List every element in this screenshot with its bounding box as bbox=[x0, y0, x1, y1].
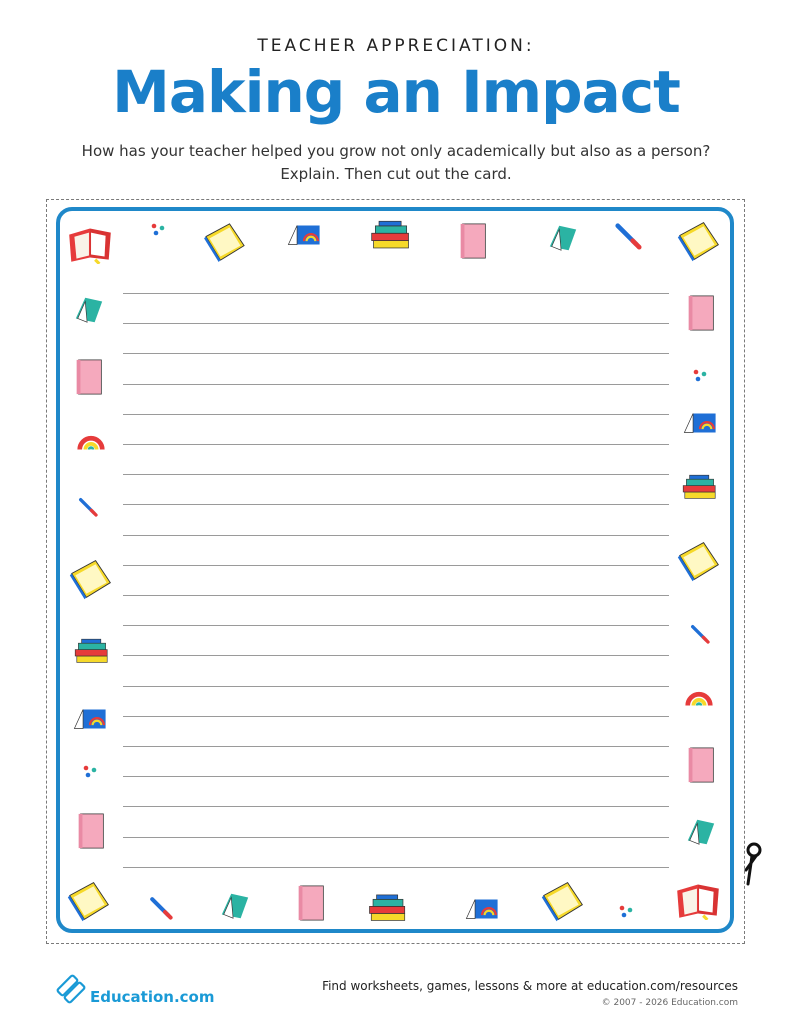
dots-icon bbox=[618, 904, 634, 918]
education-logo-icon bbox=[54, 972, 88, 1006]
rainbow-icon bbox=[76, 430, 106, 454]
writing-line[interactable] bbox=[123, 655, 669, 656]
yellow-book-icon bbox=[66, 880, 112, 922]
dots-icon bbox=[82, 764, 98, 778]
pencil-icon bbox=[614, 222, 642, 250]
blue-book-tent-icon bbox=[680, 410, 720, 436]
writing-line[interactable] bbox=[123, 867, 669, 868]
book-stack-icon bbox=[680, 472, 720, 504]
yellow-book-icon bbox=[676, 220, 722, 262]
writing-line[interactable] bbox=[123, 625, 669, 626]
writing-line[interactable] bbox=[123, 444, 669, 445]
brand-name: Education.com bbox=[90, 988, 215, 1006]
yellow-book-icon bbox=[68, 558, 114, 600]
writing-line[interactable] bbox=[123, 837, 669, 838]
dots-icon bbox=[692, 368, 708, 382]
pink-notebook-icon bbox=[686, 294, 716, 332]
pink-notebook-icon bbox=[74, 358, 104, 396]
worksheet-title: Making an Impact bbox=[112, 58, 680, 126]
writing-line[interactable] bbox=[123, 595, 669, 596]
pink-notebook-icon bbox=[458, 222, 488, 260]
writing-line[interactable] bbox=[123, 353, 669, 354]
writing-line[interactable] bbox=[123, 384, 669, 385]
pencil-icon bbox=[78, 492, 98, 522]
rainbow-icon bbox=[684, 686, 714, 710]
writing-line[interactable] bbox=[123, 806, 669, 807]
card-frame bbox=[56, 207, 734, 933]
writing-line[interactable] bbox=[123, 293, 669, 294]
yellow-book-icon bbox=[676, 540, 722, 582]
teal-book-icon bbox=[218, 890, 252, 922]
pink-notebook-icon bbox=[76, 812, 106, 850]
red-book-icon bbox=[64, 222, 116, 264]
teal-book-icon bbox=[684, 816, 718, 848]
writing-line[interactable] bbox=[123, 474, 669, 475]
writing-line[interactable] bbox=[123, 746, 669, 747]
yellow-book-icon bbox=[540, 880, 586, 922]
teal-book-icon bbox=[72, 294, 106, 326]
writing-line[interactable] bbox=[123, 414, 669, 415]
book-stack-icon bbox=[72, 636, 112, 668]
pink-notebook-icon bbox=[686, 746, 716, 784]
writing-line[interactable] bbox=[123, 535, 669, 536]
writing-line[interactable] bbox=[123, 716, 669, 717]
pencil-icon bbox=[146, 896, 176, 920]
scissors-icon bbox=[740, 840, 766, 888]
prompt-line-1: How has your teacher helped you grow not only academically but also as a person? bbox=[81, 142, 711, 160]
footer-tagline: Find worksheets, games, lessons & more at education.com/resources bbox=[322, 979, 738, 993]
writing-line[interactable] bbox=[123, 504, 669, 505]
writing-prompt bbox=[30, 140, 762, 186]
copyright: © 2007 - 2026 Education.com bbox=[601, 998, 738, 1008]
blue-book-tent-icon bbox=[284, 222, 324, 248]
blue-book-tent-icon bbox=[70, 706, 110, 732]
worksheet-kicker: TEACHER APPRECIATION: bbox=[257, 36, 535, 56]
yellow-book-icon bbox=[202, 222, 248, 262]
writing-line[interactable] bbox=[123, 686, 669, 687]
book-stack-icon bbox=[368, 220, 414, 252]
teal-book-icon bbox=[546, 222, 580, 254]
red-book-icon bbox=[672, 878, 724, 920]
prompt-line-2: Explain. Then cut out the card. bbox=[280, 165, 512, 183]
writing-line[interactable] bbox=[123, 776, 669, 777]
dots-icon bbox=[150, 222, 166, 236]
writing-line[interactable] bbox=[123, 565, 669, 566]
book-stack-icon bbox=[366, 894, 410, 924]
pencil-icon bbox=[690, 618, 710, 650]
writing-line[interactable] bbox=[123, 323, 669, 324]
pink-notebook-icon bbox=[296, 884, 326, 922]
blue-book-tent-icon bbox=[462, 896, 502, 922]
